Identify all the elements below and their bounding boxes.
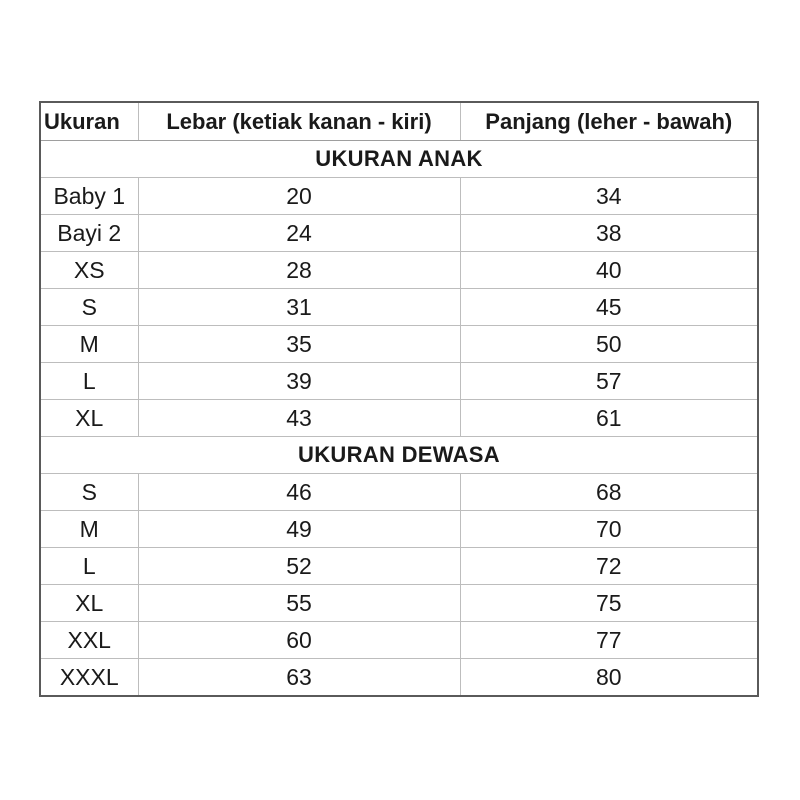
width-cell: 43 bbox=[138, 400, 460, 437]
size-cell: M bbox=[40, 326, 138, 363]
header-length: Panjang (leher - bawah) bbox=[460, 102, 758, 141]
table-row bbox=[40, 289, 758, 326]
width-cell: 28 bbox=[138, 252, 460, 289]
length-cell: 45 bbox=[460, 289, 758, 326]
table-row bbox=[40, 400, 758, 437]
size-cell: M bbox=[40, 511, 138, 548]
size-cell: XS bbox=[40, 252, 138, 289]
length-cell: 34 bbox=[460, 178, 758, 215]
table-row bbox=[40, 548, 758, 585]
length-cell: 75 bbox=[460, 585, 758, 622]
width-cell: 55 bbox=[138, 585, 460, 622]
size-cell: XL bbox=[40, 585, 138, 622]
table-row bbox=[40, 326, 758, 363]
length-cell: 80 bbox=[460, 659, 758, 697]
width-cell: 63 bbox=[138, 659, 460, 697]
width-cell: 60 bbox=[138, 622, 460, 659]
width-cell: 31 bbox=[138, 289, 460, 326]
width-cell: 49 bbox=[138, 511, 460, 548]
table-row bbox=[40, 585, 758, 622]
size-cell: L bbox=[40, 548, 138, 585]
width-cell: 52 bbox=[138, 548, 460, 585]
size-cell: L bbox=[40, 363, 138, 400]
header-row bbox=[40, 102, 758, 141]
length-cell: 57 bbox=[460, 363, 758, 400]
length-cell: 50 bbox=[460, 326, 758, 363]
width-cell: 39 bbox=[138, 363, 460, 400]
size-cell: S bbox=[40, 289, 138, 326]
header-size: Ukuran bbox=[40, 102, 138, 141]
table-body bbox=[40, 141, 758, 697]
size-cell: XXL bbox=[40, 622, 138, 659]
size-chart-table bbox=[39, 101, 759, 697]
size-cell: S bbox=[40, 474, 138, 511]
length-cell: 68 bbox=[460, 474, 758, 511]
width-cell: 24 bbox=[138, 215, 460, 252]
section-row-anak bbox=[40, 141, 758, 178]
table-row bbox=[40, 659, 758, 697]
length-cell: 72 bbox=[460, 548, 758, 585]
section-title-dewasa: UKURAN DEWASA bbox=[40, 437, 758, 474]
width-cell: 20 bbox=[138, 178, 460, 215]
length-cell: 38 bbox=[460, 215, 758, 252]
size-cell: Baby 1 bbox=[40, 178, 138, 215]
table-row bbox=[40, 363, 758, 400]
section-row-dewasa bbox=[40, 437, 758, 474]
size-cell: XXXL bbox=[40, 659, 138, 697]
table-row bbox=[40, 252, 758, 289]
table-row bbox=[40, 474, 758, 511]
header-width: Lebar (ketiak kanan - kiri) bbox=[138, 102, 460, 141]
width-cell: 46 bbox=[138, 474, 460, 511]
width-cell: 35 bbox=[138, 326, 460, 363]
table-row bbox=[40, 622, 758, 659]
size-cell: Bayi 2 bbox=[40, 215, 138, 252]
table-header bbox=[40, 102, 758, 141]
section-title-anak: UKURAN ANAK bbox=[40, 141, 758, 178]
length-cell: 61 bbox=[460, 400, 758, 437]
table-row bbox=[40, 215, 758, 252]
length-cell: 77 bbox=[460, 622, 758, 659]
size-cell: XL bbox=[40, 400, 138, 437]
table-row bbox=[40, 511, 758, 548]
length-cell: 40 bbox=[460, 252, 758, 289]
length-cell: 70 bbox=[460, 511, 758, 548]
table-row bbox=[40, 178, 758, 215]
